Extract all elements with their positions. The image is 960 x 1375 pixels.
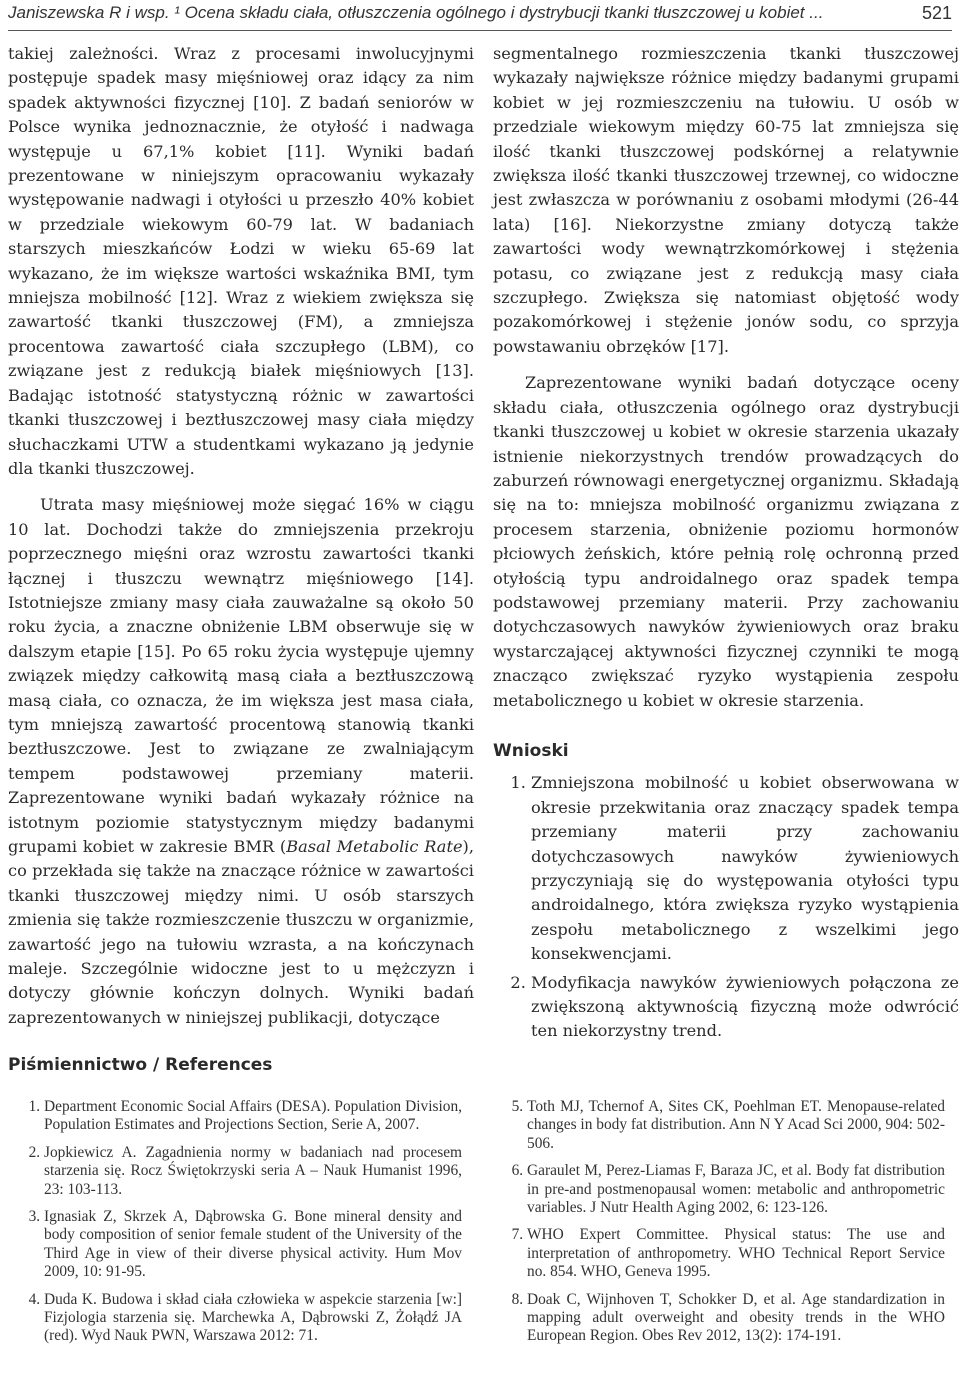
paragraph: Zaprezentowane wyniki badań dotyczące oceny składu ciała, otłuszczenia ogólnego oraz dystrybucji tkanki tłuszczowej u kobiet w okresie starzenia ukazały istnienie niekorzystnych trendów prowadzących do zaburzeń równowagi energetycznej organizmu. Składają się na to: mniejsza mobilność organizmu związana z procesem starzenia, obniżenie poziomu hormonów płciowych żeńskich, które pełnią rolę ochronną przed otyłością typu androidalnego oraz spadek tempa podstawowej przemiany materii. Przy zachowaniu dotychczasowych nawyków żywieniowych oraz braku wystarczającej aktywności fizycznej czynniki te mogą znacząco zwiększać ryzyko wystąpienia zespołu metabolicznego u kobiet w okresie starzenia. [493,373,959,710]
reference-item: 3. Ignasiak Z, Skrzek A, Dąbrowska G. Bone mineral density and body composition of senior female student of the University of the Third Age in view of their diverse physical activity. Hum Mov 2009, 10: 91-95. [44,1208,462,1282]
paragraph [8,493,474,1030]
references-right [505,1098,945,1355]
reference-item: 7. WHO Expert Committee. Physical status: The use and interpretation of anthropometry. WHO Technical Report Service no. 854. WHO, Geneva 1995. [527,1226,945,1281]
right-column [493,42,959,1048]
paragraph: segmentalnego rozmieszczenia tkanki tłuszczowej wykazały największe różnice między badanymi grupami kobiet w jej rozmieszczeniu na tułowiu. U osób w przedziale wiekowym między 60-75 lat zmniejsza się ilość tkanki tłuszczowej podskórnej a relatywnie zwiększa ilość tkanki tłuszczowej trzewnej, co widoczne jest zwłaszcza w porównaniu z osobami młodymi (26-44 lata) [16]. Niekorzystne zmiany dotyczą także zawartości wody wewnątrzkomórkowej i stężenia potasu, co związane jest z redukcją masy ciała szczupłego. Zwiększa się natomiast objętość wody pozakomórkowej i stężenie jonów sodu, co sprzyja powstawaniu obrzęków [17]. [493,44,959,356]
section-title-conclusions: Wnioski [493,740,569,761]
italic-term: Basal Metabolic Rate [286,837,463,856]
reference-item: 8. Doak C, Wijnhoven T, Schokker D, et al. Age standardization in mapping adult overweight and obesity trends in the WHO European Region. Obes Rev 2012, 13(2): 174-191. [527,1291,945,1346]
paragraph: takiej zależności. Wraz z procesami inwolucyjnymi postępuje spadek masy mięśniowej oraz idący za nim spadek aktywności fizycznej [10]. Z badań seniorów w Polsce wynika jednoznacznie, że otyłość i nadwaga występuje u 67,1% kobiet [11]. Wyniki badań prezentowane w niniejszym opracowaniu wykazały występowanie nadwagi i otyłości u przeszło 40% kobiet w przedziale wiekowym 60-79 lat. W badaniach starszych mieszkańców Łodzi w wieku 65-69 lat wykazano, że im większe wartości wskaźnika BMI, tym mniejsza mobilność [12]. Wraz z wiekiem zwiększa się zawartość tkanki tłuszczowej (FM), a zmniejsza procentowa zawartość ciała szczupłego (LBM), co związane jest z redukcją białek mięśniowych [13]. Badając istotność statystyczną różnic w zawartości tkanki tłuszczowej i beztłuszczowej masy ciała między słuchaczkami UTW a studentkami wykazano ją jedynie dla tkanki tłuszczowej. [8,44,474,478]
reference-item: 5. Toth MJ, Tchernof A, Sites CK, Poehlman ET. Menopause-related changes in body fat distribution. Ann N Y Acad Sci 2000, 904: 502-506. [527,1098,945,1153]
conclusions-list [493,771,959,1043]
list-item: 2. Modyfikacja nawyków żywieniowych połączona ze zwiększoną aktywnością fizyczną może odwrócić ten niekorzystny trend. [531,971,959,1044]
references-left [22,1098,462,1355]
running-title: Janiszewska R i wsp. ¹ Ocena składu ciała, otłuszczenia ogólnego i dystrybucji tkanki tłuszczowej u kobiet ... [8,3,824,22]
reference-item: 1. Department Economic Social Affairs (DESA). Population Division, Population Estimates and Projections Section, Serie A, 2007. [44,1098,462,1135]
running-header [8,0,952,31]
left-column [8,42,474,1030]
paragraph-text: Utrata masy mięśniowej może sięgać 16% w ciągu 10 lat. Dochodzi także do zmniejszenia przekroju poprzecznego mięśni oraz wzrostu zawartości tkanki łącznej i tłuszczu wewnątrz mięśniowego [14]. Istotniejsze zmiany masy ciała zauważalne są około 50 roku życia, a znaczne obniżenie LBM obserwuje się w dalszym etapie [15]. Po 65 roku życia występuje ujemny związek między całkowitą masą ciała a beztłuszczową masą ciała, co oznacza, że im większa jest masa ciała, tym mniejszą zawartość procentową stanowią tkanki beztłuszczowe. Jest to związane ze zwalniającym tempem podstawowej przemiany materii. Zaprezentowane wyniki badań wykazały różnice na istotnym poziomie statystycznym między badanymi grupami kobiet w zakresie BMR ( [8,495,474,856]
paragraph-text: ), co przekłada się także na znaczące różnice w zawartości tkanki tłuszczowej między nimi. U osób starszych zmienia się także rozmieszczenie tłuszczu w organizmie, zawartość jego na tułowiu wzrasta, a na kończynach maleje. Szczególnie widoczne jest to u mężczyzn i dotyczy głównie kończyn dolnych. Wyniki badań zaprezentowanych w niniejszej publikacji, dotyczące [8,837,475,1027]
page-number: 521 [921,3,952,23]
reference-item: 2. Jopkiewicz A. Zagadnienia normy w badaniach nad procesem starzenia się. Rocz Świętokrzyski seria A – Nauk Humanist 1996, 23: 103-113. [44,1144,462,1199]
references-title: Piśmiennictwo / References [8,1055,273,1075]
list-item: 1. Zmniejszona mobilność u kobiet obserwowana w okresie przekwitania oraz znaczący spadek tempa przemiany materii przy zachowaniu dotychczasowych nawyków żywieniowych przyczyniają się do występowania otyłości typu androidalnego, która zwiększa ryzyko wystąpienia zespołu metabolicznego z wszelkimi jego konsekwencjami. [531,771,959,966]
reference-item: 6. Garaulet M, Perez-Liamas F, Baraza JC, et al. Body fat distribution in pre-and postmenopausal women: metabolic and anthropometric variables. J Nutr Health Aging 2002, 6: 123-126. [527,1162,945,1217]
reference-item: 4. Duda K. Budowa i skład ciała człowieka w aspekcie starzenia [w:] Fizjologia starzenia się. Marchewka A, Dąbrowski Z, Żołądź JA (red). Wyd Nauk PWN, Warszawa 2012: 71. [44,1291,462,1346]
